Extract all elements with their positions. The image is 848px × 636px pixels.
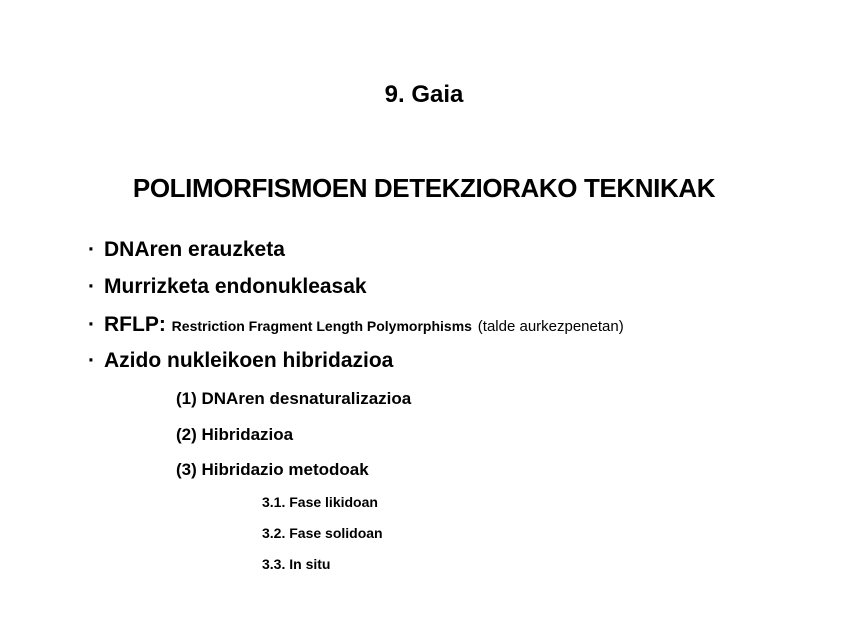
step-denaturation: (1) DNAren desnaturalizazioa bbox=[176, 389, 412, 408]
rflp-expansion: Restriction Fragment Length Polymorphisms bbox=[171, 318, 472, 334]
bullet-nucleic-acid-hybridization bbox=[88, 348, 393, 374]
topic-heading: 9. Gaia bbox=[384, 81, 464, 108]
bullet-label: Murrizketa endonukleasak bbox=[104, 275, 367, 298]
bullet-marker: · bbox=[88, 275, 95, 298]
bullet-restriction-endonucleases bbox=[88, 274, 367, 300]
bullet-label: DNAren erauzketa bbox=[104, 238, 285, 261]
bullet-label: Azido nukleikoen hibridazioa bbox=[104, 349, 394, 372]
bullet-label: RFLP: bbox=[104, 313, 166, 336]
bullet-dna-extraction bbox=[88, 237, 285, 263]
bullet-marker: · bbox=[88, 313, 95, 336]
bullet-marker: · bbox=[88, 238, 95, 261]
bullet-marker: · bbox=[88, 349, 95, 372]
rflp-note: (talde aurkezpenetan) bbox=[477, 318, 624, 335]
method-in-situ: 3.3. In situ bbox=[262, 556, 331, 572]
slide-title: POLIMORFISMOEN DETEKZIORAKO TEKNIKAK bbox=[132, 173, 716, 203]
step-hybridization-methods: (3) Hibridazio metodoak bbox=[176, 460, 369, 479]
method-solid-phase: 3.2. Fase solidoan bbox=[262, 525, 383, 541]
bullet-rflp bbox=[88, 312, 624, 340]
method-liquid-phase: 3.1. Fase likidoan bbox=[262, 494, 378, 510]
step-hybridization: (2) Hibridazioa bbox=[176, 425, 294, 444]
